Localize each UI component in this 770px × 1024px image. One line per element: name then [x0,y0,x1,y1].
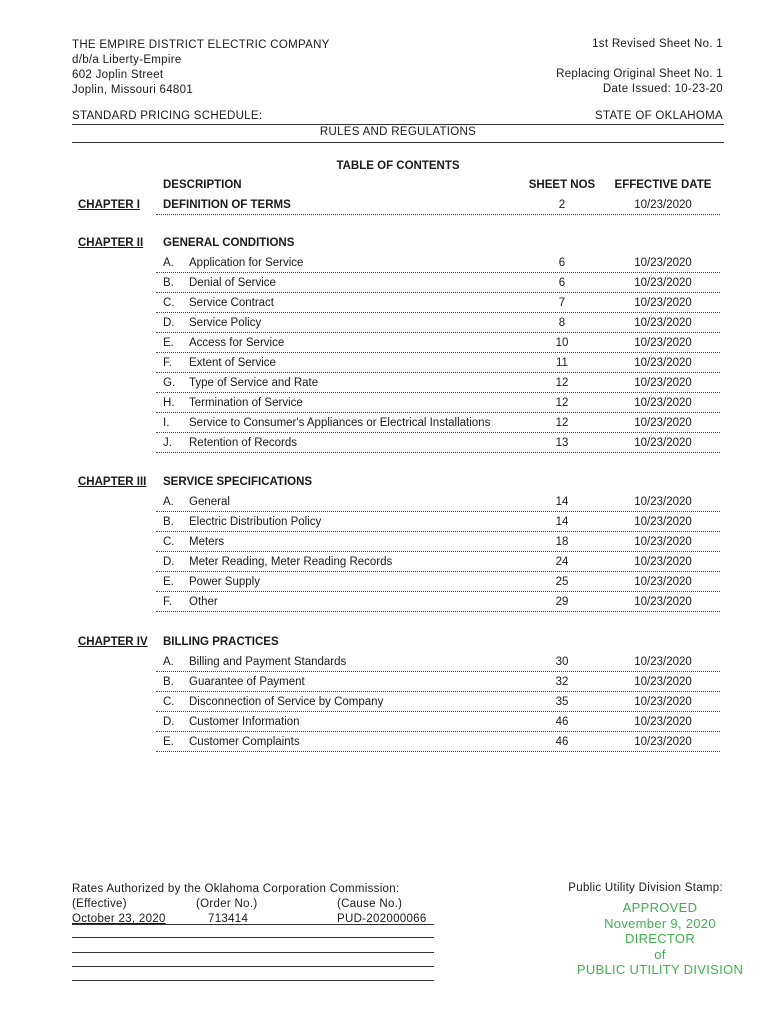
row-divider [156,412,720,413]
item-description: Other [189,596,218,608]
cause-column [337,897,427,927]
item-letter: F. [163,357,172,369]
item-letter: H. [163,397,175,409]
item-letter: D. [163,317,175,329]
item-letter: D. [163,716,175,728]
item-description: Extent of Service [189,357,276,369]
effective-date: 10/23/2020 [634,297,692,309]
row-divider [156,611,720,612]
order-value: 713414 [208,913,249,925]
sheet-number: 6 [558,257,566,269]
item-letter: A. [163,656,174,668]
chapter-title: GENERAL CONDITIONS [163,237,295,249]
sheet-number: 32 [555,676,569,688]
order-label: (Order No.) [196,898,258,910]
footer-line [72,966,434,967]
row-divider [156,392,720,393]
sheet-number: 14 [555,516,569,528]
title-divider [72,142,724,143]
chapter-title: BILLING PRACTICES [163,636,279,648]
date-issued: Date Issued: 10-23-20 [602,83,723,95]
stamp-approved: APPROVED [622,900,698,915]
item-description: Type of Service and Rate [189,377,319,389]
sheet-number: 35 [555,696,569,708]
company-city: Joplin, Missouri 64801 [72,84,194,96]
item-description: Customer Complaints [189,736,300,748]
sheet-number: 18 [555,536,569,548]
item-letter: A. [163,496,174,508]
order-column [196,897,257,927]
cause-label: (Cause No.) [337,898,403,910]
item-letter: I. [163,417,170,429]
effective-date: 10/23/2020 [634,556,692,568]
effective-date: 10/23/2020 [634,496,692,508]
stamp-date: November 9, 2020 [604,915,716,931]
item-description: Denial of Service [189,277,276,289]
effective-date: 10/23/2020 [634,676,692,688]
footer-line [72,952,434,953]
row-divider [156,372,720,373]
col-date-header: EFFECTIVE DATE [614,179,712,191]
row-divider [156,531,720,532]
row-divider [156,272,720,273]
row-divider [156,591,720,592]
sheet-number: 25 [555,576,569,588]
effective-value: October 23, 2020 [72,913,166,925]
sheet-number: 1st Revised Sheet No. 1 [592,38,723,50]
chapter-label: CHAPTER IV [78,636,148,648]
effective-label: (Effective) [72,898,127,910]
sheet-number: 29 [555,596,569,608]
effective-column [72,897,166,927]
document-title: RULES AND REGULATIONS [319,126,477,138]
chapter-title: DEFINITION OF TERMS [163,199,291,211]
item-description: Service Policy [189,317,262,329]
replacing-sheet: Replacing Original Sheet No. 1 [556,68,723,80]
effective-date: 10/23/2020 [634,417,692,429]
item-letter: E. [163,736,174,748]
item-description: Electric Distribution Policy [189,516,322,528]
stamp-label: Public Utility Division Stamp: [568,882,723,894]
row-divider [156,452,720,453]
effective-date: 10/23/2020 [634,536,692,548]
effective-date: 10/23/2020 [634,696,692,708]
row-divider [156,551,720,552]
effective-date: 10/23/2020 [634,277,692,289]
row-divider [156,432,720,433]
row-divider [156,312,720,313]
item-letter: C. [163,696,175,708]
company-address [72,38,330,98]
effective-date: 10/23/2020 [634,357,692,369]
sheet-number: 12 [555,377,569,389]
item-description: General [189,496,230,508]
effective-date: 10/23/2020 [634,716,692,728]
sheet-number: 24 [555,556,569,568]
row-divider [156,511,720,512]
col-sheet-header: SHEET NOS [528,179,596,191]
sheet-info [556,67,723,97]
sheet-number: 12 [555,397,569,409]
item-description: Guarantee of Payment [189,676,305,688]
stamp-division: PUBLIC UTILITY DIVISION [576,962,744,977]
row-divider [156,691,720,692]
effective-date: 10/23/2020 [634,516,692,528]
sheet-number: 7 [558,297,566,309]
item-letter: J. [163,437,172,449]
sheet-number: 13 [555,437,569,449]
col-description-header: DESCRIPTION [163,179,242,191]
chapter-title: SERVICE SPECIFICATIONS [163,476,313,488]
toc-title: TABLE OF CONTENTS [336,160,460,172]
sheet-number: 30 [555,656,569,668]
row-divider [156,751,720,752]
sheet-number: 11 [556,357,568,369]
item-description: Termination of Service [189,397,303,409]
row-divider [156,671,720,672]
cause-value: PUD-202000066 [337,913,427,925]
effective-date: 10/23/2020 [634,257,692,269]
effective-date: 10/23/2020 [634,736,692,748]
item-letter: E. [163,576,174,588]
effective-date: 10/23/2020 [634,317,692,329]
item-description: Service to Consumer's Appliances or Electrical Installations [189,417,491,429]
effective-date: 10/23/2020 [634,337,692,349]
company-street: 602 Joplin Street [72,69,164,81]
row-divider [156,711,720,712]
footer-line [72,924,434,925]
effective-date: 10/23/2020 [634,576,692,588]
row-divider [156,332,720,333]
item-description: Meters [189,536,225,548]
sheet-number: 14 [555,496,569,508]
sheet-number: 46 [555,716,569,728]
item-letter: B. [163,516,174,528]
effective-date: 10/23/2020 [634,397,692,409]
sheet-number: 2 [558,199,566,211]
item-description: Billing and Payment Standards [189,656,347,668]
chapter-label: CHAPTER III [78,476,147,488]
effective-date: 10/23/2020 [634,199,692,211]
authorization-text: Rates Authorized by the Oklahoma Corporation Commission: [72,883,400,895]
effective-date: 10/23/2020 [634,596,692,608]
effective-date: 10/23/2020 [634,656,692,668]
approval-stamp [560,900,760,978]
company-dba: d/b/a Liberty-Empire [72,54,182,66]
item-description: Customer Information [189,716,300,728]
item-description: Service Contract [189,297,275,309]
sheet-number: 6 [558,277,566,289]
row-divider [156,571,720,572]
effective-date: 10/23/2020 [634,437,692,449]
item-letter: C. [163,297,175,309]
stamp-of: of [654,946,666,962]
header-divider [72,124,724,125]
item-letter: C. [163,536,175,548]
item-letter: B. [163,277,174,289]
schedule-label: STANDARD PRICING SCHEDULE: [72,110,263,122]
stamp-director: DIRECTOR [624,931,696,946]
item-letter: A. [163,257,174,269]
item-description: Retention of Records [189,437,298,449]
row-divider [156,214,720,215]
sheet-number: 46 [555,736,569,748]
item-letter: G. [163,377,176,389]
state-label: STATE OF OKLAHOMA [595,110,723,122]
chapter-label: CHAPTER II [78,237,144,249]
item-description: Access for Service [189,337,285,349]
row-divider [156,352,720,353]
sheet-number: 8 [558,317,566,329]
footer-line [72,980,434,981]
item-description: Power Supply [189,576,260,588]
sheet-number: 10 [555,337,569,349]
row-divider [156,292,720,293]
item-description: Application for Service [189,257,304,269]
item-description: Disconnection of Service by Company [189,696,384,708]
item-letter: D. [163,556,175,568]
chapter-label: CHAPTER I [78,199,140,211]
item-letter: F. [163,596,172,608]
footer-line [72,937,434,938]
sheet-number: 12 [555,417,569,429]
row-divider [156,731,720,732]
item-description: Meter Reading, Meter Reading Records [189,556,393,568]
effective-date: 10/23/2020 [634,377,692,389]
item-letter: B. [163,676,174,688]
company-name: THE EMPIRE DISTRICT ELECTRIC COMPANY [72,39,330,51]
item-letter: E. [163,337,174,349]
